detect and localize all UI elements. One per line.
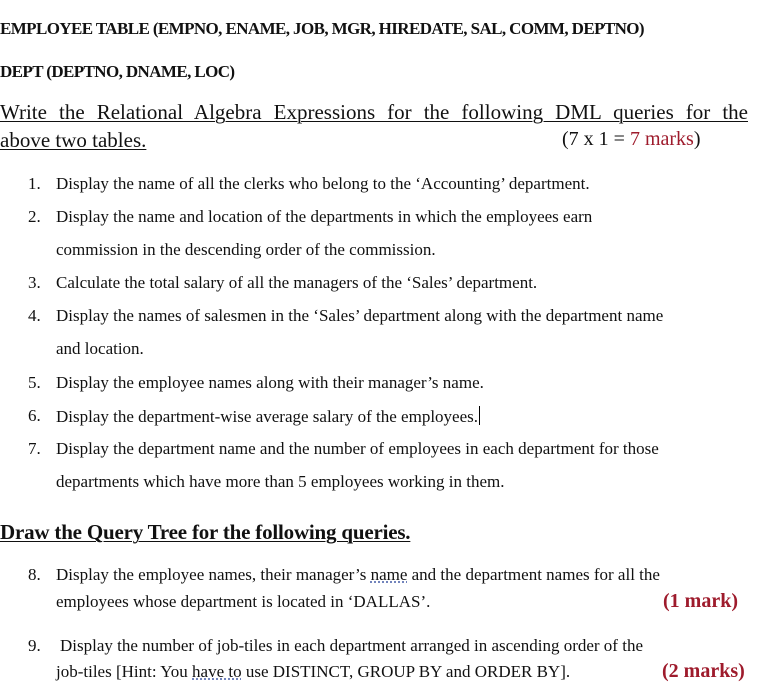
question-text: and location.	[56, 339, 144, 358]
question-text[interactable]: Display the department-wise average salary of the employees.	[56, 407, 479, 426]
question-number: 6.	[28, 406, 41, 425]
question-number: 7.	[28, 439, 41, 458]
question-number: 1.	[28, 174, 41, 193]
text-cursor	[479, 406, 480, 425]
question-text: Display the name and location of the departments in which the employees earn	[56, 207, 593, 226]
section1-heading-line2: above two tables.	[0, 128, 147, 152]
section1-heading-line1: Write the Relational Algebra Expressions for the following DML queries for the	[0, 100, 748, 124]
dept-table-header: DEPT (DEPTNO, DNAME, LOC)	[0, 62, 235, 81]
question-text: Display the employee names along with their manager’s name.	[56, 373, 484, 392]
question-8-marks: (1 mark)	[663, 590, 738, 612]
question-text: Display the department name and the number of employees in each department for those	[56, 439, 659, 458]
question-text: Display the name of all the clerks who belong to the ‘Accounting’ department.	[56, 174, 590, 193]
question-number: 4.	[28, 306, 41, 325]
question-text: employees whose department is located in ‘DALLAS’.	[56, 592, 431, 611]
question-text: Display the number of job-tiles in each department arranged in ascending order of the	[60, 636, 643, 655]
question-number: 9.	[28, 636, 41, 655]
question-text: job-tiles [Hint: You have to use DISTINCT, GROUP BY and ORDER BY].	[56, 662, 571, 681]
question-text: commission in the descending order of the commission.	[56, 240, 436, 259]
question-9-marks: (2 marks)	[662, 660, 745, 682]
question-number: 2.	[28, 207, 41, 226]
grammar-check-phrase: have to	[192, 662, 242, 681]
question-number: 5.	[28, 373, 41, 392]
spellcheck-word: name	[370, 565, 408, 584]
question-text: Display the employee names, their manager’s name and the department names for all the	[56, 565, 660, 584]
question-number: 3.	[28, 273, 41, 292]
employee-table-header: EMPLOYEE TABLE (EMPNO, ENAME, JOB, MGR, HIREDATE, SAL, COMM, DEPTNO)	[0, 19, 644, 38]
section2-heading: Draw the Query Tree for the following queries.	[0, 520, 411, 544]
section1-marks: (7 x 1 = 7 marks)	[562, 128, 701, 150]
question-text: departments which have more than 5 employees working in them.	[56, 472, 505, 491]
question-text: Display the names of salesmen in the ‘Sales’ department along with the department name	[56, 306, 664, 325]
question-number: 8.	[28, 565, 41, 584]
question-text: Calculate the total salary of all the managers of the ‘Sales’ department.	[56, 273, 538, 292]
